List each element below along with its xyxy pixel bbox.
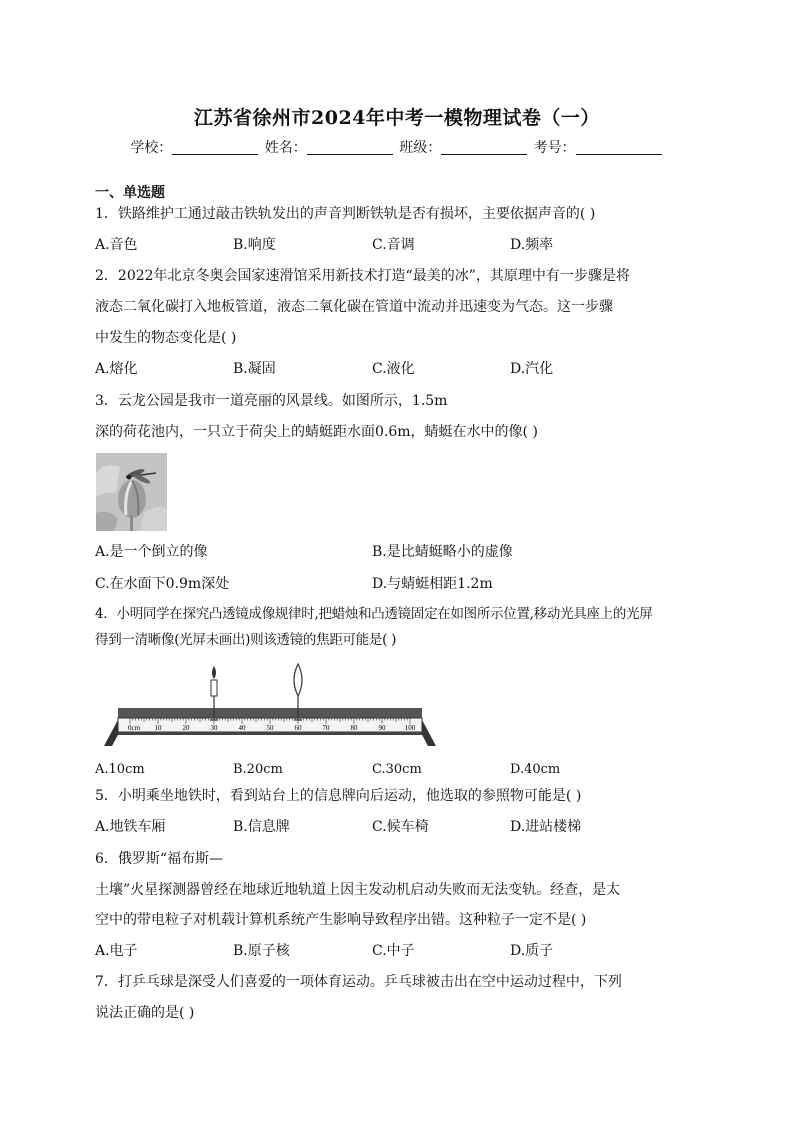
ruler-tick-label: 60	[294, 724, 302, 732]
dragonfly-lotus-photo	[96, 453, 167, 531]
name-blank[interactable]	[307, 140, 393, 155]
optical-bench-diagram	[100, 660, 440, 752]
q2-option-d: D.汽化	[510, 361, 554, 377]
exam-title: 江苏省徐州市2024年中考一模物理试卷（一）	[194, 107, 600, 129]
student-info-line	[0, 137, 794, 157]
ruler-unit-label: 0cm	[127, 724, 141, 732]
q5-option-c: C.候车椅	[372, 819, 429, 835]
q3-option-b: B.是比蜻蜓略小的虚像	[372, 544, 513, 560]
q3-option-c: C.在水面下0.9m深处	[95, 576, 230, 592]
question-3-line-1: 3．云龙公园是我市一道亮丽的风景线。如图所示，1.5m	[95, 393, 448, 409]
question-2-line-3: 中发生的物态变化是( )	[95, 330, 237, 346]
question-7-line-2: 说法正确的是( )	[95, 1005, 195, 1021]
ruler-tick-label: 20	[182, 724, 190, 732]
q1-option-d: D.频率	[510, 237, 554, 253]
ruler-tick-label: 10	[154, 724, 162, 732]
q2-option-b: B.凝固	[233, 361, 276, 377]
q4-option-d: D.40cm	[510, 762, 561, 777]
question-4-line-1: 4．小明同学在探究凸透镜成像规律时,把蜡烛和凸透镜固定在如图所示位置,移动光具座上的光屏	[95, 606, 653, 622]
q5-option-a: A.地铁车厢	[95, 819, 166, 835]
q5-option-d: D.进站楼梯	[510, 819, 582, 835]
question-6-line-3: 空中的带电粒子对机载计算机系统产生影响导致程序出错。这种粒子一定不是( )	[95, 912, 587, 928]
question-6-line-2: 土壤”火星探测器曾经在地球近地轨道上因主发动机启动失败而无法变轨。经查，是太	[95, 882, 621, 898]
q4-option-b: B.20cm	[233, 762, 283, 777]
ruler-tick-label: 90	[378, 724, 386, 732]
question-1-line-1: 1．铁路维护工通过敲击铁轨发出的声音判断铁轨是否有损坏，主要依据声音的( )	[95, 206, 596, 222]
q2-option-a: A.熔化	[95, 361, 138, 377]
ruler-tick-label: 100	[404, 724, 416, 732]
exam-number-label: 考号：	[533, 140, 576, 156]
question-3-line-2: 深的荷花池内，一只立于荷尖上的蜻蜓距水面0.6m，蜻蜓在水中的像( )	[95, 424, 538, 440]
ruler-tick-label: 50	[266, 724, 274, 732]
q6-option-c: C.中子	[372, 943, 415, 959]
name-label: 姓名：	[264, 140, 307, 156]
ruler-tick-label: 80	[350, 724, 358, 732]
q2-option-c: C.液化	[372, 361, 415, 377]
question-5-line-1: 5．小明乘坐地铁时，看到站台上的信息牌向后运动，他选取的参照物可能是( )	[95, 788, 582, 804]
question-2-line-1: 2．2022年北京冬奥会国家速滑馆采用新技术打造“最美的冰”，其原理中有一步骤是将	[95, 268, 630, 284]
question-7-line-1: 7．打乒乓球是深受人们喜爱的一项体育运动。乒乓球被击出在空中运动过程中，下列	[95, 974, 622, 990]
q5-option-b: B.信息牌	[233, 819, 290, 835]
q6-option-d: D.质子	[510, 943, 554, 959]
school-blank[interactable]	[172, 140, 258, 155]
ruler-tick-label: 70	[322, 724, 330, 732]
q1-option-a: A.音色	[95, 237, 138, 253]
dragonfly-lotus-illustration	[96, 453, 167, 531]
q4-option-a: A.10cm	[95, 762, 145, 777]
exam-number-blank[interactable]	[576, 140, 662, 155]
school-label: 学校：	[130, 140, 173, 156]
class-blank[interactable]	[441, 140, 527, 155]
q1-option-c: C.音调	[372, 237, 415, 253]
q6-option-a: A.电子	[95, 943, 138, 959]
q6-option-b: B.原子核	[233, 943, 290, 959]
ruler-tick-label: 30	[210, 724, 218, 732]
ruler-tick-label: 40	[238, 724, 246, 732]
question-6-line-1: 6．俄罗斯“福布斯—	[95, 851, 224, 867]
q4-option-c: C.30cm	[372, 762, 422, 777]
q3-option-d: D.与蜻蜓相距1.2m	[372, 576, 493, 592]
question-2-line-2: 液态二氧化碳打入地板管道，液态二氧化碳在管道中流动并迅速变为气态。这一步骤	[95, 299, 613, 315]
question-4-line-2: 得到一清晰像(光屏未画出)则该透镜的焦距可能是( )	[95, 632, 397, 648]
q3-option-a: A.是一个倒立的像	[95, 544, 208, 560]
class-label: 班级：	[399, 140, 442, 156]
section-heading: 一、单选题	[95, 185, 165, 201]
optical-bench-figure	[100, 660, 440, 752]
q1-option-b: B.响度	[233, 237, 276, 253]
